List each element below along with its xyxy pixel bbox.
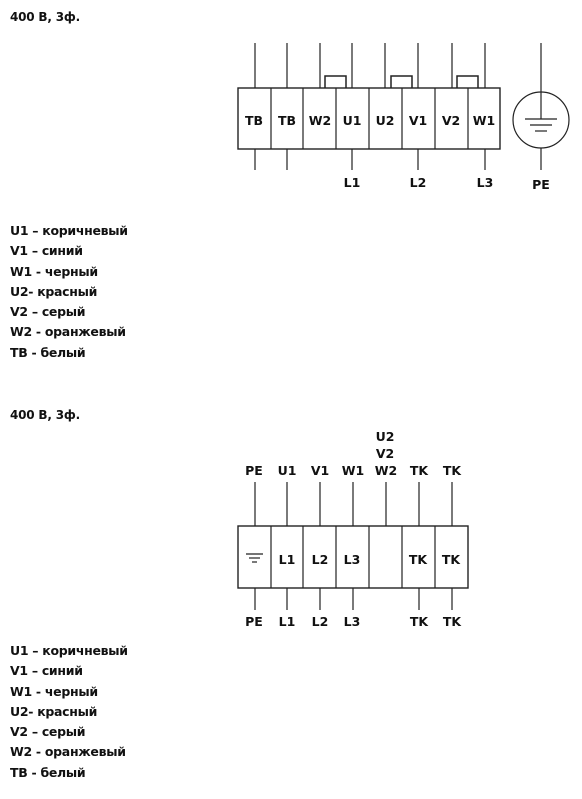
legend-item: ТВ - белый: [10, 764, 86, 780]
bottom-labels: [245, 614, 462, 629]
jumper-v2-w1: [457, 76, 478, 88]
top-wires: [255, 482, 452, 526]
terminal-label: V1: [408, 113, 428, 128]
cell-labels: [279, 552, 462, 567]
jumpers: [325, 76, 478, 88]
legend-item: V2 – серый: [10, 304, 86, 320]
terminal-block-diagram-2: [0, 420, 582, 640]
jumper-u2-v1: [391, 76, 412, 88]
cell-label: L2: [311, 552, 329, 567]
top-label: V1: [310, 463, 330, 478]
bottom-label: PE: [245, 614, 263, 629]
legend-item: V2 – серый: [10, 724, 86, 740]
top-label: W1: [341, 463, 365, 478]
top-label: TK: [409, 463, 429, 478]
terminal-labels: [245, 113, 495, 128]
stacked-labels: [376, 429, 395, 461]
bottom-label: TK: [442, 614, 462, 629]
top-label: TK: [442, 463, 462, 478]
top-stack-label: V2: [375, 446, 395, 461]
color-legend-2: [10, 641, 128, 783]
legend-item: U1 – коричневый: [10, 643, 128, 658]
line-label: L1: [343, 175, 361, 190]
bottom-wires: [255, 148, 541, 170]
jumper-w2-u1: [325, 76, 346, 88]
top-label: W2: [374, 463, 398, 478]
legend-item: U1 – коричневый: [10, 223, 128, 238]
terminal-label: W1: [472, 113, 496, 128]
line-label: L2: [409, 175, 427, 190]
top-labels: [245, 463, 462, 478]
cell-label: TK: [441, 552, 461, 567]
bottom-label: L1: [278, 614, 296, 629]
bottom-label: TK: [409, 614, 429, 629]
legend-item: ТВ - белый: [10, 344, 86, 360]
bottom-label: L3: [343, 614, 361, 629]
section2-title: 400 В, 3ф.: [10, 408, 80, 422]
terminal-label: U2: [375, 113, 395, 128]
line-labels: [344, 175, 550, 192]
bottom-label: L2: [311, 614, 329, 629]
legend-item: W1 - черный: [10, 683, 98, 699]
section1-title: 400 В, 3ф.: [10, 10, 80, 24]
ground-symbol-icon: [246, 554, 263, 562]
top-label: PE: [245, 463, 263, 478]
top-label: U1: [277, 463, 297, 478]
cell-dividers: [271, 88, 468, 149]
terminal-label: U1: [342, 113, 362, 128]
legend-item: V1 – синий: [10, 243, 83, 259]
color-legend-1: [10, 221, 128, 363]
cell-label: L3: [343, 552, 361, 567]
bottom-wires: [255, 588, 452, 610]
pe-label: PE: [532, 177, 550, 192]
cell-label: TK: [408, 552, 428, 567]
top-stack-label: U2: [375, 429, 395, 444]
terminal-label: V2: [441, 113, 461, 128]
legend-item: V1 – синий: [10, 663, 83, 679]
legend-item: W2 - оранжевый: [10, 744, 126, 760]
top-wires: [255, 43, 541, 92]
line-label: L3: [476, 175, 494, 190]
legend-item: W2 - оранжевый: [10, 324, 126, 340]
legend-item: U2- красный: [10, 703, 98, 719]
legend-item: W1 - черный: [10, 263, 98, 279]
terminal-block-diagram-1: [0, 0, 582, 200]
terminal-label: W2: [308, 113, 332, 128]
ground-symbol-icon: [513, 92, 569, 148]
terminal-label: ТВ: [244, 113, 264, 128]
legend-item: U2- красный: [10, 283, 98, 299]
terminal-label: ТВ: [277, 113, 297, 128]
cell-label: L1: [278, 552, 296, 567]
